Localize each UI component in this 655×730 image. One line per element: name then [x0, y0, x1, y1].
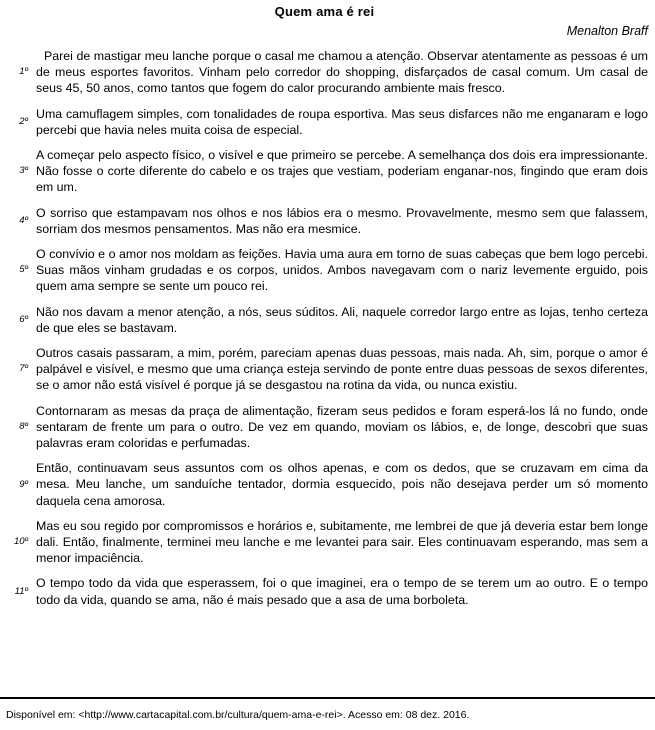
paragraph-number: 3º	[19, 165, 28, 177]
paragraph-number: 8º	[19, 420, 28, 432]
paragraph-row	[0, 403, 648, 452]
paragraph-text: O tempo todo da vida que esperassem, foi o que imaginei, era o tempo de se terem um ao outro. E o tempo todo da vida, quando se ama, não é mais pesado que a asa de uma borboleta.	[36, 576, 648, 607]
paragraph-row	[0, 575, 648, 607]
paragraph-row	[0, 345, 648, 394]
paragraph-number: 7º	[19, 363, 28, 375]
document-footer	[0, 697, 655, 730]
paragraph-number: 1º	[19, 66, 28, 78]
source-citation: Disponível em: <http://www.cartacapital.com.br/cultura/quem-ama-e-rei>. Acesso em: 08 dez. 2016.	[6, 709, 470, 721]
paragraph-text: O sorriso que estampavam nos olhos e nos lábios era o mesmo. Provavelmente, mesmo sem que falassem, sorriam dos mesmos pensamentos. Mas não era mesmice.	[36, 205, 648, 236]
paragraph-text: Mas eu sou regido por compromissos e horários e, subitamente, me lembrei de que já deveria estar bem longe dali. Então, finalmente, terminei meu lanche e me levantei para sair. Eles continuavam esperando, mas sem a menor impaciência.	[36, 518, 648, 566]
paragraph-row	[0, 246, 648, 295]
paragraph-row	[0, 106, 648, 138]
footer-divider	[0, 697, 655, 699]
paragraph-text: Uma camuflagem simples, com tonalidades de roupa esportiva. Mas seus disfarces não me enganaram e logo percebi que havia neles muita coisa de especial.	[36, 106, 648, 137]
paragraph-text: Parei de mastigar meu lanche porque o casal me chamou a atenção. Observar atentamente as pessoas é um de meus esportes favoritos. Vinham pelo corredor do shopping, disfarçados de casal comum. Um casal de seus 45, 50 anos, como tantos que fogem do calor procurando ambiente mais fresco.	[36, 49, 648, 96]
paragraph-row	[0, 48, 648, 97]
paragraph-row	[0, 460, 648, 509]
paragraph-number: 2º	[19, 115, 28, 127]
paragraph-row	[0, 205, 648, 237]
paragraph-row	[0, 147, 648, 196]
paragraph-number: 4º	[19, 214, 28, 226]
paragraph-number: 6º	[19, 313, 28, 325]
paragraph-number: 10º	[13, 536, 28, 548]
paragraph-text: A começar pelo aspecto físico, o visível e que primeiro se percebe. A semelhança dos dois era impressionante. Não fosse o corte diferente do cabelo e os trajes que vestiam, poderiam enganar-nos, fingindo que eram dois em um.	[36, 148, 648, 195]
paragraph-text: Então, continuavam seus assuntos com os olhos apenas, e com os dedos, que se cruzavam em cima da mesa. Meu lanche, um sanduíche tentador, dormia esquecido, pois não desejava perder um só momento daquela cena amorosa.	[36, 461, 648, 508]
paragraph-number: 5º	[19, 264, 28, 276]
paragraph-text: Outros casais passaram, a mim, porém, pareciam apenas duas pessoas, mais nada. Ah, sim, porque o amor é palpável e visível, e mesmo que uma criança esteja servindo de ponte entre duas pessoas de sexos diferentes, se o amor não está visível é porque já se desgastou na rotina da vida, ou nunca existiu.	[36, 346, 648, 393]
paragraph-number: 9º	[19, 478, 28, 490]
document-header	[0, 0, 655, 39]
paragraph-number: 11º	[14, 585, 28, 597]
paragraph-text: O convívio e o amor nos moldam as feições. Havia uma aura em torno de suas cabeças que bem logo percebi. Suas mãos vinham grudadas e os corpos, unidos. Ambos navegavam com o nariz levemente erguido, pois quem ama sempre se sente um pouco rei.	[36, 247, 648, 294]
document-author: Menalton Braff	[566, 24, 648, 38]
paragraph-text: Contornaram as mesas da praça de alimentação, fizeram seus pedidos e foram esperá-los lá no fundo, onde sentaram de frente um para o outro. De vez em quando, moviam os lábios, e, de longe, descobri que suas palavras eram coloridas e perfumadas.	[36, 403, 648, 451]
paragraph-list	[0, 48, 655, 608]
page-title: Quem ama é rei	[274, 4, 375, 19]
paragraph-row	[0, 518, 648, 567]
paragraph-row	[0, 304, 648, 336]
paragraph-text: Não nos davam a menor atenção, a nós, seus súditos. Ali, naquele corredor largo entre as lojas, tenho certeza de que eles se bastavam.	[36, 304, 648, 335]
